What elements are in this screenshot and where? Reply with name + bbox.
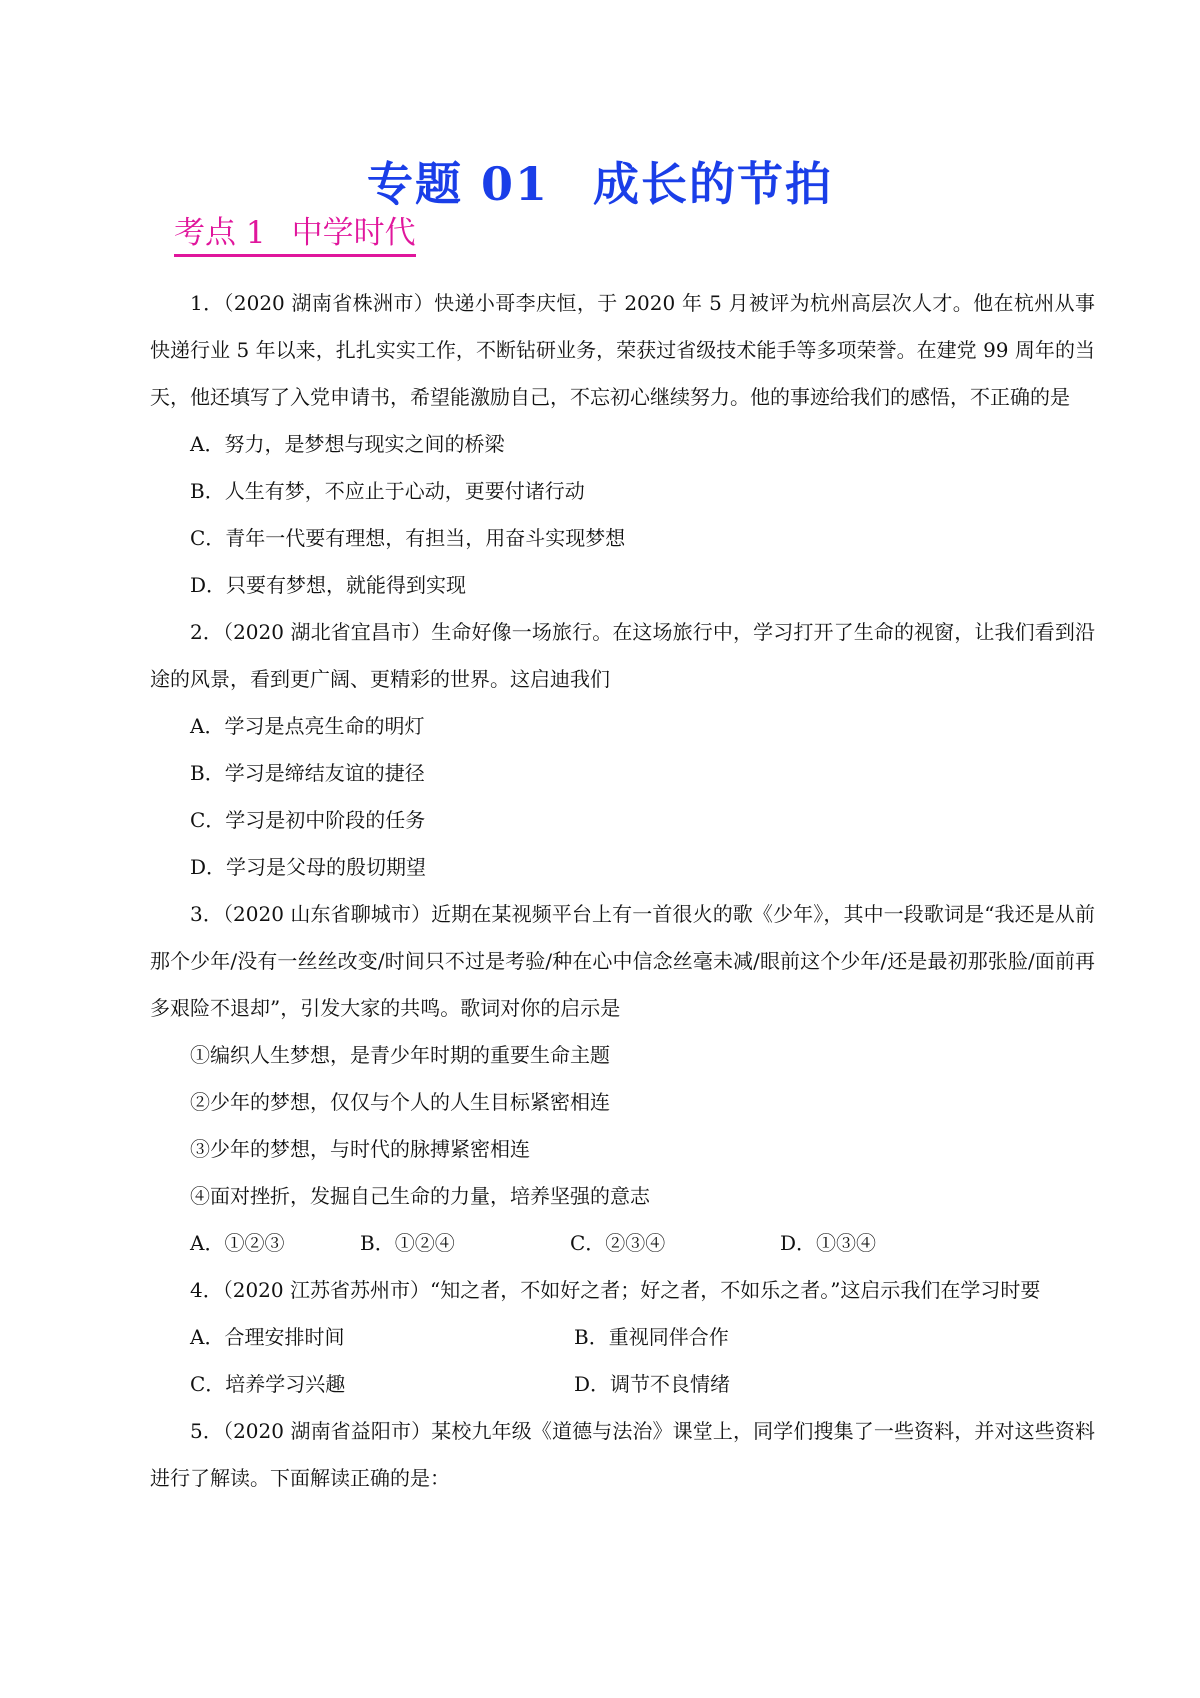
question-1-option-d: D．只要有梦想，就能得到实现 — [190, 573, 467, 597]
question-1-option-c: C．青年一代要有理想，有担当，用奋斗实现梦想 — [190, 526, 626, 550]
question-2-option-c: C．学习是初中阶段的任务 — [190, 808, 426, 832]
question-4-option-b: B．重视同伴合作 — [574, 1325, 729, 1349]
question-2-option-a: A．学习是点亮生命的明灯 — [190, 714, 425, 738]
question-4-option-d: D．调节不良情绪 — [574, 1372, 731, 1396]
question-3-option-c: C．②③④ — [570, 1231, 666, 1255]
section-number: 考点 1 — [174, 215, 266, 251]
question-3-statement-2: ②少年的梦想，仅仅与个人的人生目标紧密相连 — [190, 1090, 610, 1114]
question-2-stem: 2．（2020 湖北省宜昌市）生命好像一场旅行。在这场旅行中，学习打开了生命的视窗，让我们看到沿途的风景，看到更广阔、更精彩的世界。这启迪我们 — [150, 620, 1095, 691]
question-list — [150, 280, 1095, 1502]
question-1-option-b: B．人生有梦，不应止于心动，更要付诸行动 — [190, 479, 585, 503]
question-4-stem: 4．（2020 江苏省苏州市）“知之者，不如好之者；好之者，不如乐之者。”这启示我们在学习时要 — [190, 1278, 1041, 1302]
title-topic-number: 专题 01 — [366, 157, 550, 211]
question-3-option-a: A．①②③ — [190, 1231, 285, 1255]
question-3-statement-1: ①编织人生梦想，是青少年时期的重要生命主题 — [190, 1043, 610, 1067]
question-5-stem: 5．（2020 湖南省益阳市）某校九年级《道德与法治》课堂上，同学们搜集了一些资料，并对这些资料进行了解读。下面解读正确的是： — [150, 1419, 1095, 1490]
question-3-options — [150, 1220, 1095, 1267]
question-3-statement-3: ③少年的梦想，与时代的脉搏紧密相连 — [190, 1137, 530, 1161]
question-3-option-d: D．①③④ — [780, 1231, 877, 1255]
question-3-stem: 3．（2020 山东省聊城市）近期在某视频平台上有一首很火的歌《少年》，其中一段歌词是“我还是从前那个少年/没有一丝丝改变/时间只不过是考验/种在心中信念丝毫未减/眼前这个少年/还是最初那张脸/面前再多艰险不退却”，引发大家的共鸣。歌词对你的启示是 — [150, 902, 1095, 1020]
question-1-stem: 1．（2020 湖南省株洲市）快递小哥李庆恒，于 2020 年 5 月被评为杭州高层次人才。他在杭州从事快递行业 5 年以来，扎扎实实工作，不断钻研业务，荣获过省级技术能手等多项荣誉。在建党 99 周年的当天，他还填写了入党申请书，希望能激励自己，不忘初心继续努力。他的事迹给我们的感悟，不正确的是 — [150, 291, 1095, 409]
section-heading — [174, 214, 416, 257]
question-4-option-c: C．培养学习兴趣 — [190, 1372, 346, 1396]
page-title — [0, 148, 1200, 214]
title-topic-name: 成长的节拍 — [593, 157, 834, 211]
question-2-option-d: D．学习是父母的殷切期望 — [190, 855, 427, 879]
question-4-option-a: A．合理安排时间 — [190, 1325, 345, 1349]
question-3-statement-4: ④面对挫折，发掘自己生命的力量，培养坚强的意志 — [190, 1184, 650, 1208]
question-4-options-row-1 — [150, 1314, 1095, 1361]
question-3-option-b: B．①②④ — [360, 1231, 455, 1255]
question-2-option-b: B．学习是缔结友谊的捷径 — [190, 761, 425, 785]
section-name: 中学时代 — [291, 215, 416, 251]
question-1-option-a: A．努力，是梦想与现实之间的桥梁 — [190, 432, 505, 456]
question-4-options-row-2 — [150, 1361, 1095, 1408]
